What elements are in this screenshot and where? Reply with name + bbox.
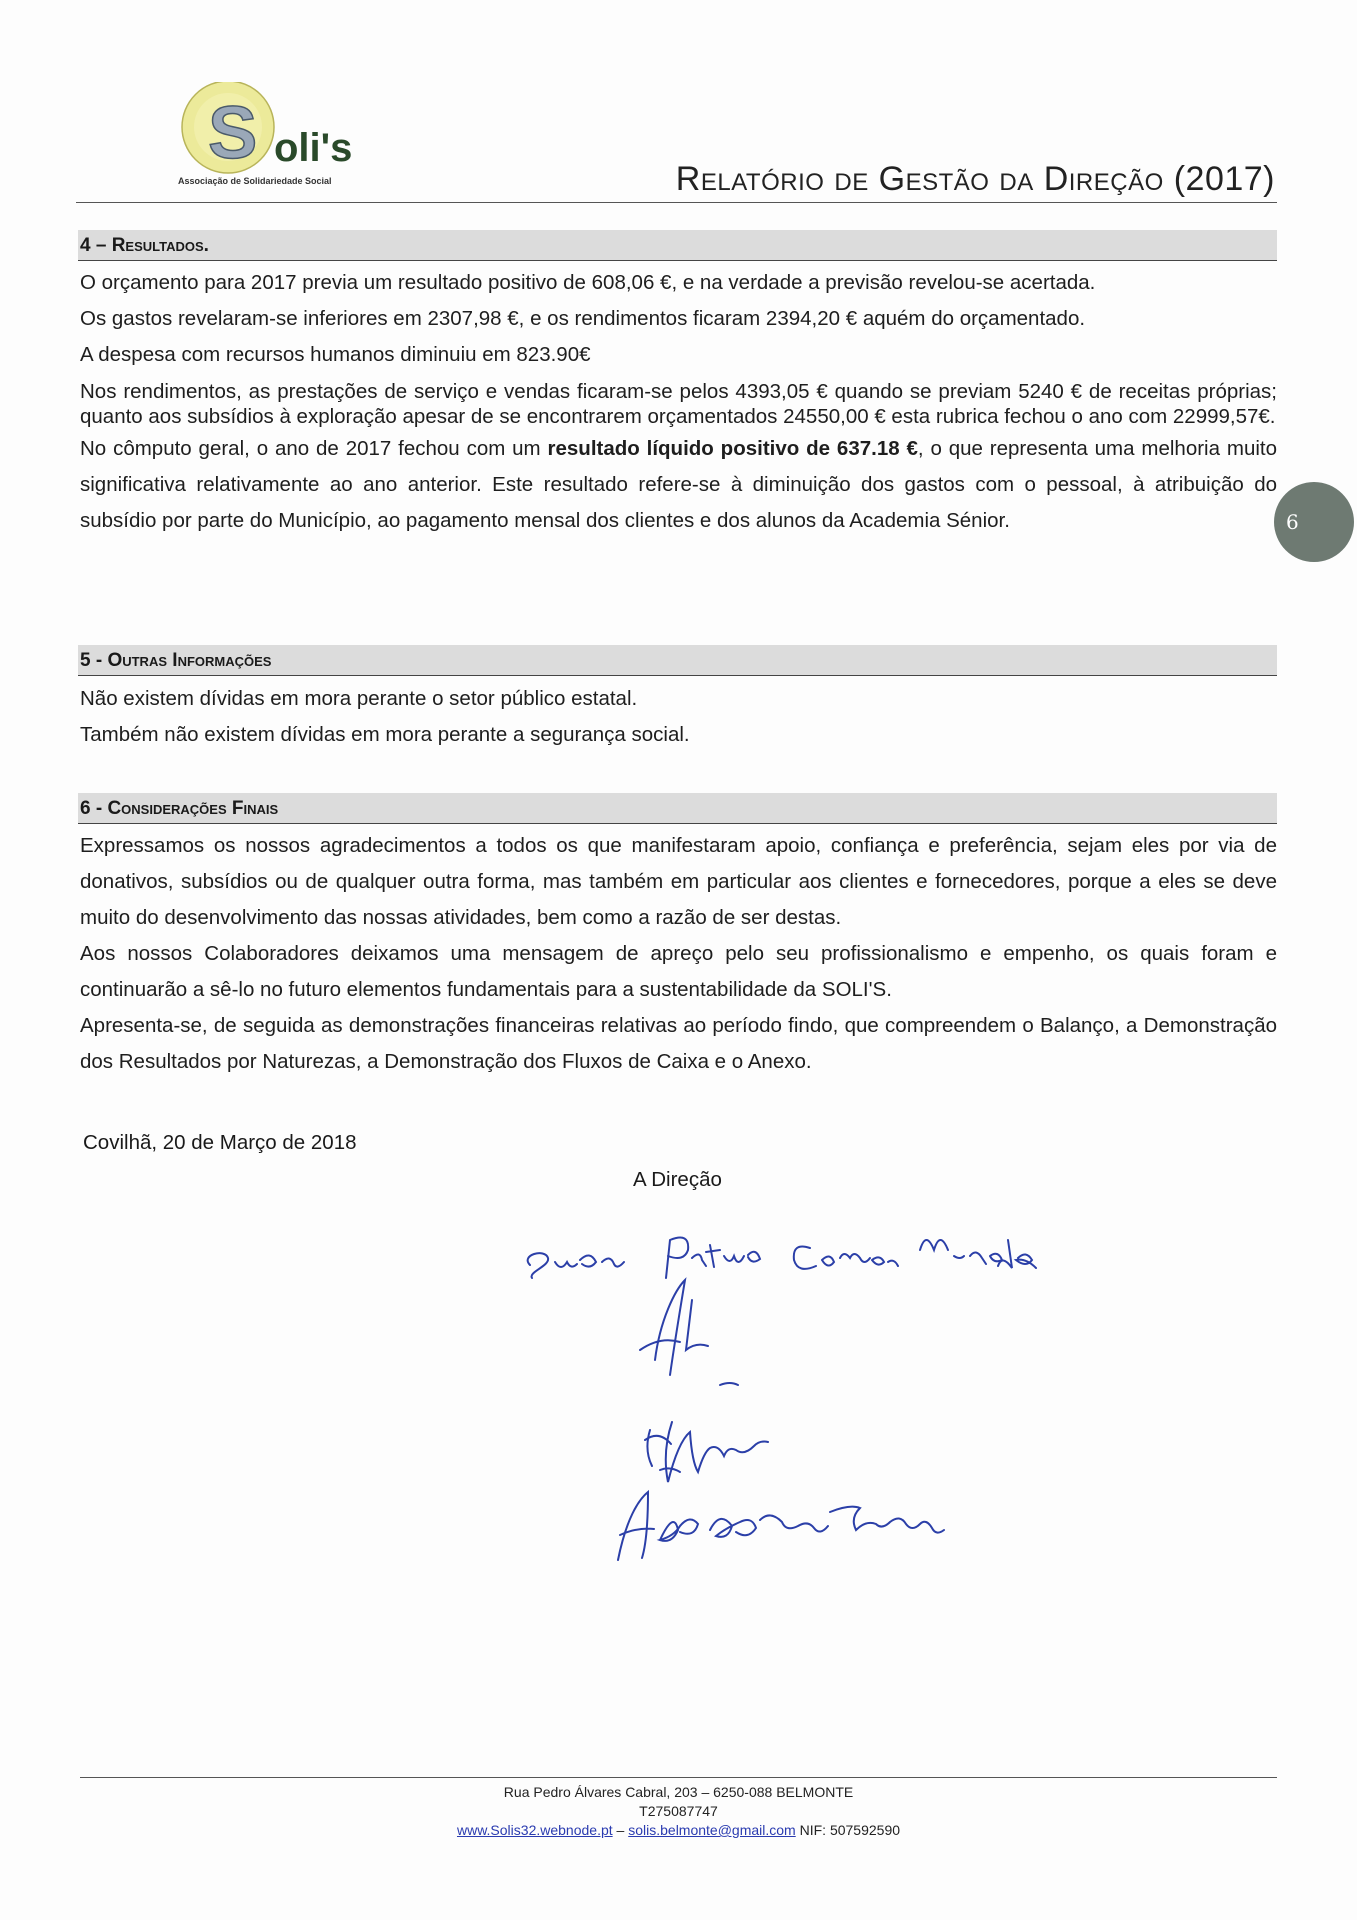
footer-phone: T275087747 <box>639 1803 718 1819</box>
signature-2 <box>640 1280 738 1385</box>
website-link[interactable]: www.Solis32.webnode.pt <box>456 1822 613 1838</box>
section-final-heading: 6 - Considerações Finais <box>78 793 1277 824</box>
page-number-tab: 6 <box>1274 482 1354 562</box>
footer-nif: NIF: 507592590 <box>795 1822 901 1838</box>
logo-text: oli's <box>274 126 353 170</box>
footer-separator: – <box>612 1822 629 1838</box>
results-text-lead: No cômputo geral, o ano de 2017 fechou com um <box>80 437 548 460</box>
logo-s-letter: S <box>208 91 258 174</box>
section-results-body <box>80 265 1277 539</box>
results-paragraph-5 <box>80 431 1277 539</box>
footer-contacts <box>0 1821 1357 1840</box>
final-paragraph-3: Apresenta-se, de seguida as demonstrações financeiras relativas ao período findo, que compreendem o Balanço, a Demonstração dos Resultados por Naturezas, a Demonstração dos Fluxos de Caixa e o Anexo. <box>80 1014 1277 1073</box>
organization-name: Associação de Solidariedade Social <box>178 176 332 186</box>
section-results-heading: 4 – Resultados. <box>78 230 1277 261</box>
results-text-tail: , o que representa uma melhoria muito significativa relativamente ao ano anterior. Este resultado refere-se à diminuição dos gastos com o pessoal, à atribuição do subsídio por parte do Município, ao pagamento mensal dos clientes e dos alunos da Academia Sénior. <box>80 437 1277 532</box>
signatory-title: A Direção <box>633 1168 722 1191</box>
other-info-paragraph-1: Não existem dívidas em mora perante o setor público estatal. <box>80 687 638 710</box>
final-paragraph-2: Aos nossos Colaboradores deixamos uma mensagem de apreço pelo seu profissionalismo e empenho, os quais foram e continuarão a sê-lo no futuro elementos fundamentais para a sustentabilidade da SOLI'S. <box>80 942 1277 1001</box>
signature-1 <box>528 1238 1036 1278</box>
organization-logo <box>178 82 408 192</box>
place-and-date: Covilhã, 20 de Março de 2018 <box>83 1131 357 1154</box>
other-info-paragraph-2: Também não existem dívidas em mora perante a segurança social. <box>80 723 690 746</box>
section-other-info-body <box>80 681 1277 753</box>
footer-divider <box>80 1777 1277 1778</box>
results-paragraph-2: Os gastos revelaram-se inferiores em 2307,98 €, e os rendimentos ficaram 2394,20 € aquém do orçamentado. <box>80 307 1086 330</box>
handwritten-signatures <box>510 1200 1150 1580</box>
section-other-info-heading: 5 - Outras Informações <box>78 645 1277 676</box>
results-paragraph-4: Nos rendimentos, as prestações de serviço e vendas ficaram-se pelos 4393,05 € quando se previam 5240 € de receitas próprias; quanto aos subsídios à exploração apesar de se encontrarem orçamentados 24550,00 € esta rubrica fechou o ano com 22999,57€. <box>80 380 1277 428</box>
header-divider <box>76 202 1277 203</box>
signature-3 <box>645 1422 768 1482</box>
email-link[interactable]: solis.belmonte@gmail.com <box>628 1822 796 1838</box>
section-final-body <box>80 828 1277 1080</box>
net-result-highlight: resultado líquido positivo de 637.18 € <box>547 437 918 460</box>
results-paragraph-1: O orçamento para 2017 previa um resultado positivo de 608,06 €, e na verdade a previsão revelou-se acertada. <box>80 271 1096 294</box>
report-title: Relatório de Gestão da Direção (2017) <box>675 160 1275 198</box>
footer-address: Rua Pedro Álvares Cabral, 203 – 6250-088 BELMONTE <box>503 1784 854 1800</box>
final-paragraph-1: Expressamos os nossos agradecimentos a todos os que manifestaram apoio, confiança e preferência, sejam eles por via de donativos, subsídios ou de qualquer outra forma, mas também em particular aos clientes e fornecedores, porque a eles se deve muito do desenvolvimento das nossas atividades, bem como a razão de ser destas. <box>80 834 1277 929</box>
signature-4 <box>618 1492 944 1560</box>
results-paragraph-3: A despesa com recursos humanos diminuiu em 823.90€ <box>80 343 591 366</box>
